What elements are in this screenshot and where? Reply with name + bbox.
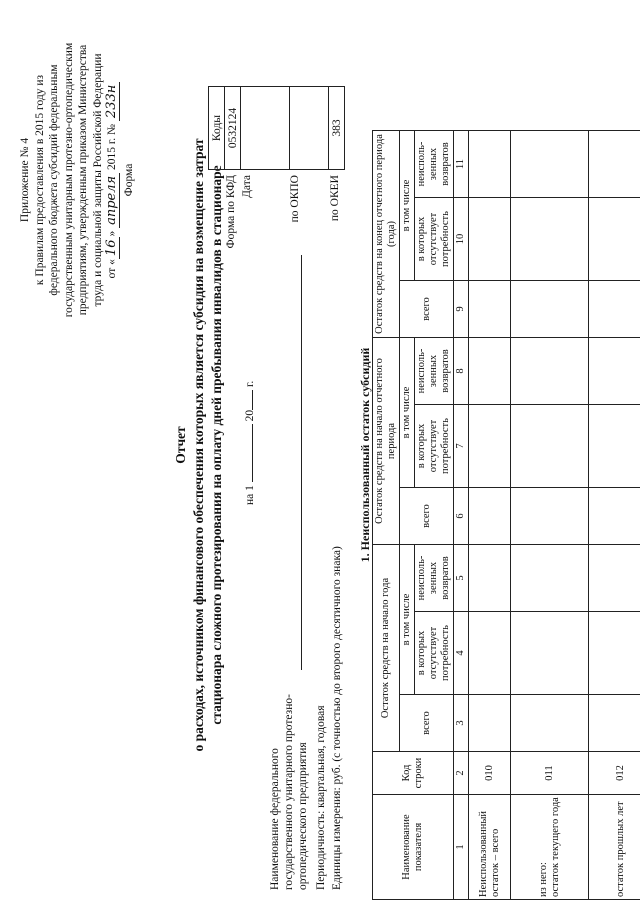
col-number: 1 bbox=[454, 795, 469, 900]
section-title: 1. Неиспользованный остаток субсидий bbox=[358, 347, 372, 563]
okpo-label: по ОКПО bbox=[289, 175, 301, 223]
col-number: 10 bbox=[454, 198, 469, 281]
report-subtitle: стационара сложного протезирования на оплату дней пребывания инвалидов в стационаре bbox=[209, 165, 224, 725]
non-returned-header: неисполь-зенных возвратов bbox=[415, 338, 454, 405]
units-label: Единицы измерения: руб. (с точностью до второго десятичного знака) bbox=[331, 546, 343, 890]
appendix-line: государственным унитарным протезно-ортопедическим bbox=[62, 42, 75, 318]
handwritten-number: 233н bbox=[104, 82, 120, 121]
col-number: 8 bbox=[454, 338, 469, 405]
periodicity-label: Периодичность: квартальная, годовая bbox=[315, 705, 327, 890]
row-name: остаток прошлых лет bbox=[589, 795, 640, 900]
col-number: 2 bbox=[454, 752, 469, 795]
need-absent-header: в которых отсутствует потребность bbox=[415, 612, 454, 695]
subsidy-balance-table bbox=[372, 130, 640, 900]
group-start-year-header: Остаток средств на начало года bbox=[373, 545, 400, 752]
non-returned-header: неисполь-зенных возвратов bbox=[415, 545, 454, 612]
appendix-line: к Правилам предоставления в 2015 году из bbox=[33, 74, 46, 286]
report-title-block bbox=[172, 65, 226, 825]
appendix-number: Приложение № 4 bbox=[19, 137, 31, 223]
incl-header: в том числе bbox=[400, 131, 415, 281]
appendix-line: федерального бюджета субсидий федеральным bbox=[48, 64, 60, 296]
appendix-line: труда и социальной защиты Российской Федерации bbox=[91, 53, 104, 307]
col-number: 11 bbox=[454, 131, 469, 198]
codes-header: Коды bbox=[209, 87, 225, 170]
handwritten-month: апреля bbox=[104, 173, 120, 228]
okpo-value bbox=[290, 87, 329, 170]
col-code-header: Код строки bbox=[373, 752, 454, 795]
col-number: 7 bbox=[454, 405, 469, 488]
need-absent-header: в которых отсутствует потребность bbox=[415, 198, 454, 281]
col-number: 4 bbox=[454, 612, 469, 695]
need-absent-header: в которых отсутствует потребность bbox=[415, 405, 454, 488]
row-name: из него: остаток текущего года bbox=[511, 795, 589, 900]
date-value bbox=[241, 87, 290, 170]
okei-value: 383 bbox=[329, 87, 345, 170]
column-numbers-row bbox=[454, 131, 469, 900]
total-header: всего bbox=[400, 488, 454, 545]
table-row bbox=[469, 131, 511, 900]
col-number: 6 bbox=[454, 488, 469, 545]
group-start-period-header: Остаток средств на начало отчетного периода bbox=[373, 338, 400, 545]
appendix-line: предприятиям, утвержденным приказом Министерства bbox=[77, 44, 89, 316]
okei-label: по ОКЕИ bbox=[329, 175, 341, 222]
incl-header: в том числе bbox=[400, 545, 415, 695]
row-code: 012 bbox=[589, 752, 640, 795]
year-blank bbox=[252, 390, 253, 410]
table-row bbox=[511, 131, 589, 900]
kfd-label: Форма по КФД bbox=[225, 175, 237, 249]
report-subtitle: о расходах, источником финансового обеспечения которых является субсидия на возмещение затрат bbox=[191, 138, 206, 752]
col-number: 9 bbox=[454, 281, 469, 338]
row-name: Неиспользованный остаток – всего bbox=[469, 795, 511, 900]
appendix-dateline: от «16» апреля 2015 г. № 233н bbox=[105, 15, 120, 345]
total-header: всего bbox=[400, 695, 454, 752]
form-label: Форма bbox=[122, 163, 135, 197]
kfd-value: 0532124 bbox=[225, 87, 241, 170]
codes-table bbox=[208, 86, 345, 170]
handwritten-day: 16 bbox=[104, 237, 120, 260]
row-code: 010 bbox=[469, 752, 511, 795]
total-header: всего bbox=[400, 281, 454, 338]
report-title: Отчет bbox=[173, 426, 188, 464]
row-code: 011 bbox=[511, 752, 589, 795]
non-returned-header: неисполь-зенных возвратов bbox=[415, 131, 454, 198]
appendix-block bbox=[18, 15, 136, 345]
date-blank bbox=[252, 424, 253, 482]
col-indicator-header: Наименование показателя bbox=[373, 795, 454, 900]
col-number: 3 bbox=[454, 695, 469, 752]
organization-label: Наименование федерального государственного унитарного протезно-ортопедического предприятия bbox=[269, 694, 309, 890]
col-number: 5 bbox=[454, 545, 469, 612]
group-end-period-header: Остаток средств на конец отчетного периода (года) bbox=[373, 131, 400, 338]
incl-header: в том числе bbox=[400, 338, 415, 488]
organization-fill-line bbox=[300, 255, 302, 670]
table-row bbox=[589, 131, 640, 900]
date-label: Дата bbox=[241, 175, 253, 198]
report-date-line: на 1 20 г. bbox=[244, 380, 256, 505]
